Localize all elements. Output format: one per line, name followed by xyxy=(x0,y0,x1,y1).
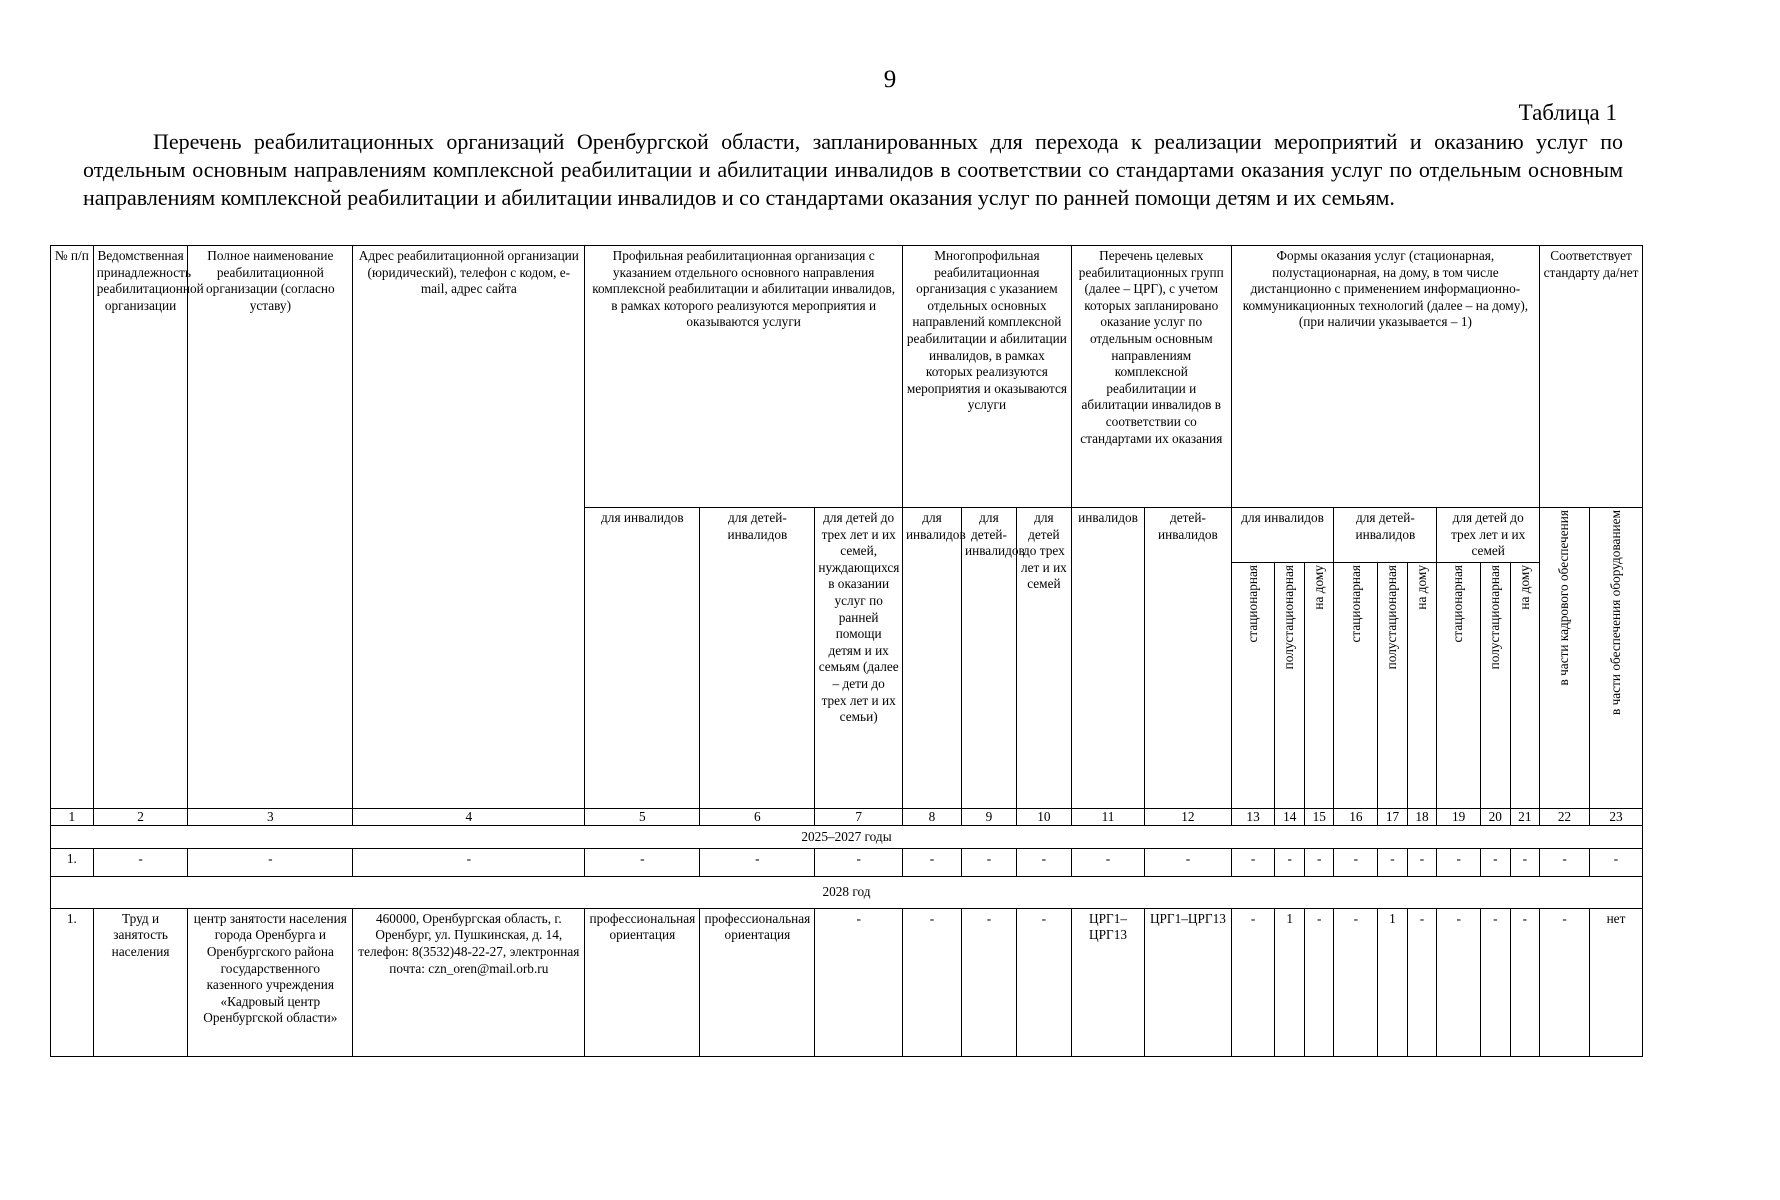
column-number: 21 xyxy=(1510,808,1540,825)
table-row xyxy=(51,908,1643,1056)
cell-form: - xyxy=(1481,848,1511,876)
cell-profile-disabled: - xyxy=(585,848,700,876)
table-row xyxy=(51,848,1643,876)
column-number: 5 xyxy=(585,808,700,825)
table-caption: Перечень реабилитационных организаций Оренбургской области, запланированных для перехода к реализации мероприятий и оказанию услуг по отдельным основным направлениям комплексной реабилитации и абилитации инвалидов в соответствии со стандартами оказания услуг по отдельным основным направлениям комплексной реабилитации и абилитации инвалидов и со стандартами оказания услуг по ранней помощи детям и их семьям. xyxy=(83,129,1623,210)
cell-multi-children-under3: - xyxy=(1016,908,1071,1056)
section-title: 2025–2027 годы xyxy=(51,825,1643,848)
header-compliance: Соответствует стандарту да/нет xyxy=(1540,246,1643,508)
cell-affiliation: - xyxy=(93,848,188,876)
cell-staffing: - xyxy=(1540,908,1590,1056)
cell-tg-disabled-children: - xyxy=(1145,848,1232,876)
rehab-organizations-table xyxy=(50,245,1643,1057)
cell-equipment: - xyxy=(1589,848,1642,876)
column-number: 12 xyxy=(1145,808,1232,825)
header-full-name: Полное наименование реабилитационной организации (согласно уставу) xyxy=(188,246,353,809)
column-number: 9 xyxy=(961,808,1016,825)
column-number: 22 xyxy=(1540,808,1590,825)
cell-form: - xyxy=(1378,848,1408,876)
column-number: 8 xyxy=(902,808,961,825)
cell-equipment: нет xyxy=(1589,908,1642,1056)
section-row xyxy=(51,825,1643,848)
header-inpatient: стационарная xyxy=(1334,562,1378,808)
header-semi-inpatient: полустационарная xyxy=(1378,562,1408,808)
column-number: 7 xyxy=(815,808,903,825)
header-forms-disabled-children: для детей-инвалидов xyxy=(1334,508,1437,563)
cell-num: 1. xyxy=(51,908,94,1056)
column-number: 10 xyxy=(1016,808,1071,825)
header-affiliation: Ведомственная принадлежность реабилитационной организации xyxy=(93,246,188,809)
column-number: 15 xyxy=(1304,808,1334,825)
header-forms: Формы оказания услуг (стационарная, полустационарная, на дому, в том числе дистанционно с применением информационно-коммуникационных технологий (далее – на дому), (при наличии указывается – 1) xyxy=(1231,246,1539,508)
cell-form: - xyxy=(1481,908,1511,1056)
cell-form: 1 xyxy=(1275,908,1305,1056)
cell-full-name: - xyxy=(188,848,353,876)
cell-tg-disabled: ЦРГ1–ЦРГ13 xyxy=(1071,908,1144,1056)
cell-form: - xyxy=(1304,848,1334,876)
header-row-1 xyxy=(51,246,1643,508)
column-number: 6 xyxy=(700,808,815,825)
column-number: 17 xyxy=(1378,808,1408,825)
header-forms-disabled: для инвалидов xyxy=(1231,508,1334,563)
header-profile-disabled: для инвалидов xyxy=(585,508,700,809)
column-number-row xyxy=(51,808,1643,825)
header-multi-children-under3: для детей до трех лет и их семей xyxy=(1016,508,1071,809)
column-number: 2 xyxy=(93,808,188,825)
header-inpatient: стационарная xyxy=(1231,562,1275,808)
header-profile-children-under3: для детей до трех лет и их семей, нуждающихся в оказании услуг по ранней помощи детям и их семьям (далее – дети до трех лет и их семьи) xyxy=(815,508,903,809)
section-row xyxy=(51,876,1643,908)
cell-form: - xyxy=(1510,908,1540,1056)
cell-form: - xyxy=(1334,848,1378,876)
cell-form: - xyxy=(1437,908,1481,1056)
cell-multi-disabled-children: - xyxy=(961,908,1016,1056)
header-staffing: в части кадрового обеспечения xyxy=(1540,508,1590,809)
header-semi-inpatient: полустационарная xyxy=(1275,562,1305,808)
cell-tg-disabled-children: ЦРГ1–ЦРГ13 xyxy=(1145,908,1232,1056)
header-at-home: на дому xyxy=(1304,562,1334,808)
column-number: 16 xyxy=(1334,808,1378,825)
header-target-groups: Перечень целевых реабилитационных групп (далее – ЦРГ), с учетом которых запланировано оказание услуг по отдельным основным направлениям комплексной реабилитации и абилитации инвалидов в соответствии со стандартами их оказания xyxy=(1071,246,1231,508)
header-forms-children-under3: для детей до трех лет и их семей xyxy=(1437,508,1540,563)
cell-affiliation: Труд и занятость населения xyxy=(93,908,188,1056)
section-title: 2028 год xyxy=(51,876,1643,908)
column-number: 13 xyxy=(1231,808,1275,825)
cell-form: - xyxy=(1407,908,1437,1056)
cell-address: 460000, Оренбургская область, г. Оренбург, ул. Пушкинская, д. 14, телефон: 8(3532)48-22-27, электронная почта: czn_oren@mail.orb.ru xyxy=(353,908,585,1056)
page-number: 9 xyxy=(883,66,897,93)
cell-form: - xyxy=(1334,908,1378,1056)
cell-form: - xyxy=(1407,848,1437,876)
header-num: № п/п xyxy=(51,246,94,809)
cell-form: - xyxy=(1275,848,1305,876)
column-number: 11 xyxy=(1071,808,1144,825)
column-number: 3 xyxy=(188,808,353,825)
header-multi-org: Многопрофильная реабилитационная организация с указанием отдельных основных направлений комплексной реабилитации и абилитации инвалидов, в рамках которых реализуются мероприятия и оказываются услуги xyxy=(902,246,1071,508)
header-inpatient: стационарная xyxy=(1437,562,1481,808)
cell-form: - xyxy=(1231,908,1275,1056)
cell-num: 1. xyxy=(51,848,94,876)
header-semi-inpatient: полустационарная xyxy=(1481,562,1511,808)
header-at-home: на дому xyxy=(1407,562,1437,808)
cell-tg-disabled: - xyxy=(1071,848,1144,876)
cell-multi-disabled: - xyxy=(902,908,961,1056)
header-address: Адрес реабилитационной организации (юридический), телефон с кодом, e-mail, адрес сайта xyxy=(353,246,585,809)
header-profile-disabled-children: для детей-инвалидов xyxy=(700,508,815,809)
cell-address: - xyxy=(353,848,585,876)
header-multi-disabled: для инвалидов xyxy=(902,508,961,809)
cell-multi-disabled: - xyxy=(902,848,961,876)
cell-full-name: центр занятости населения города Оренбурга и Оренбургского района государственного казенного учреждения «Кадровый центр Оренбургской области» xyxy=(188,908,353,1056)
header-tg-disabled-children: детей-инвалидов xyxy=(1145,508,1232,809)
column-number: 14 xyxy=(1275,808,1305,825)
column-number: 1 xyxy=(51,808,94,825)
table-label: Таблица 1 xyxy=(1518,100,1617,125)
cell-staffing: - xyxy=(1540,848,1590,876)
column-number: 4 xyxy=(353,808,585,825)
cell-form: 1 xyxy=(1378,908,1408,1056)
header-multi-disabled-children: для детей-инвалидов xyxy=(961,508,1016,809)
cell-form: - xyxy=(1304,908,1334,1056)
column-number: 20 xyxy=(1481,808,1511,825)
cell-profile-children-under3: - xyxy=(815,848,903,876)
cell-form: - xyxy=(1231,848,1275,876)
header-equipment: в части обеспечения оборудованием xyxy=(1589,508,1642,809)
column-number: 23 xyxy=(1589,808,1642,825)
cell-profile-disabled-children: - xyxy=(700,848,815,876)
header-tg-disabled: инвалидов xyxy=(1071,508,1144,809)
cell-profile-disabled-children: профессиональная ориентация xyxy=(700,908,815,1056)
column-number: 19 xyxy=(1437,808,1481,825)
header-profile-org: Профильная реабилитационная организация с указанием отдельного основного направления комплексной реабилитации и абилитации инвалидов, в рамках которого реализуются мероприятия и оказываются услуги xyxy=(585,246,903,508)
cell-form: - xyxy=(1437,848,1481,876)
cell-multi-disabled-children: - xyxy=(961,848,1016,876)
header-at-home: на дому xyxy=(1510,562,1540,808)
cell-form: - xyxy=(1510,848,1540,876)
cell-multi-children-under3: - xyxy=(1016,848,1071,876)
column-number: 18 xyxy=(1407,808,1437,825)
cell-profile-disabled: профессиональная ориентация xyxy=(585,908,700,1056)
cell-profile-children-under3: - xyxy=(815,908,903,1056)
